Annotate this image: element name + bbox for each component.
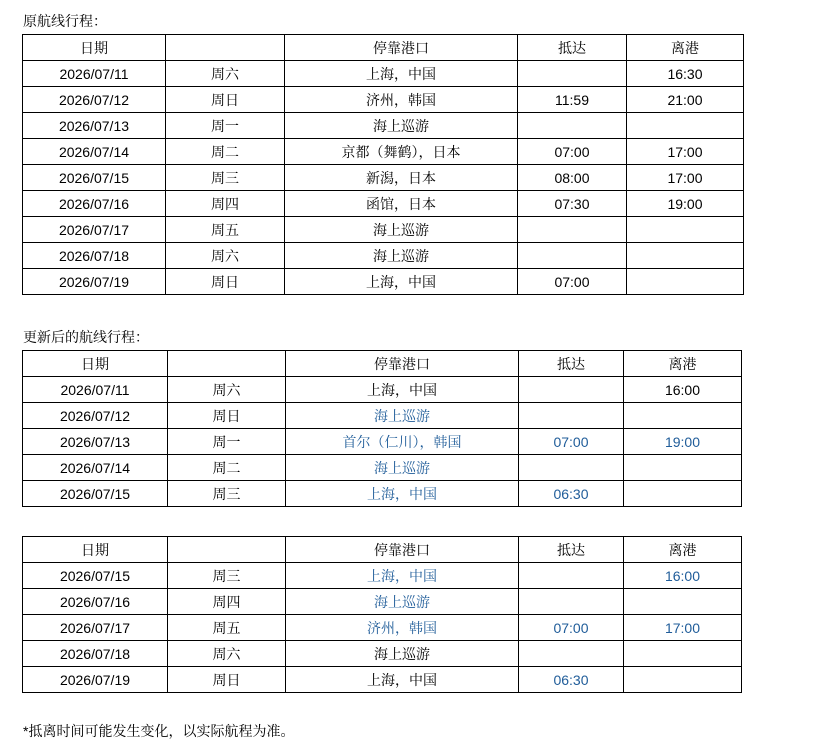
table-row	[23, 481, 742, 507]
table-row	[23, 87, 744, 113]
depart-cell: 16:00	[624, 563, 742, 589]
depart-cell: 17:00	[624, 615, 742, 641]
day-cell: 周六	[168, 377, 286, 403]
date-cell: 2026/07/15	[23, 481, 168, 507]
arrive-cell: 07:00	[518, 139, 627, 165]
date-cell: 2026/07/17	[23, 217, 166, 243]
table-row	[23, 377, 742, 403]
port-cell: 海上巡游	[285, 113, 518, 139]
port-cell: 上海，中国	[286, 667, 519, 693]
day-cell: 周五	[168, 615, 286, 641]
day-cell: 周日	[166, 269, 285, 295]
arrive-cell: 11:59	[518, 87, 627, 113]
day-cell: 周日	[168, 667, 286, 693]
column-header: 停靠港口	[286, 351, 519, 377]
depart-cell	[624, 455, 742, 481]
column-header	[168, 351, 286, 377]
date-cell: 2026/07/16	[23, 589, 168, 615]
depart-cell: 16:30	[627, 61, 744, 87]
column-header: 离港	[624, 537, 742, 563]
depart-cell	[624, 481, 742, 507]
arrive-cell	[519, 377, 624, 403]
arrive-cell	[519, 641, 624, 667]
day-cell: 周一	[168, 429, 286, 455]
table-row	[23, 455, 742, 481]
day-cell: 周六	[166, 243, 285, 269]
date-cell: 2026/07/13	[23, 113, 166, 139]
date-cell: 2026/07/14	[23, 455, 168, 481]
depart-cell: 21:00	[627, 87, 744, 113]
depart-cell: 17:00	[627, 165, 744, 191]
date-cell: 2026/07/19	[23, 269, 166, 295]
date-cell: 2026/07/12	[23, 87, 166, 113]
port-cell: 海上巡游	[286, 455, 519, 481]
column-header: 日期	[23, 35, 166, 61]
column-header: 离港	[624, 351, 742, 377]
table-row	[23, 61, 744, 87]
table-row	[23, 403, 742, 429]
depart-cell	[627, 217, 744, 243]
day-cell: 周二	[168, 455, 286, 481]
depart-cell	[627, 269, 744, 295]
column-header: 抵达	[519, 537, 624, 563]
table-row	[23, 615, 742, 641]
table-row	[23, 589, 742, 615]
date-cell: 2026/07/17	[23, 615, 168, 641]
column-header	[168, 537, 286, 563]
arrive-cell	[518, 217, 627, 243]
port-cell: 上海，中国	[286, 481, 519, 507]
header-row	[23, 35, 744, 61]
table-row	[23, 165, 744, 191]
date-cell: 2026/07/15	[23, 563, 168, 589]
arrive-cell: 07:00	[519, 429, 624, 455]
date-cell: 2026/07/19	[23, 667, 168, 693]
table-row	[23, 139, 744, 165]
port-cell: 函馆，日本	[285, 191, 518, 217]
date-cell: 2026/07/11	[23, 61, 166, 87]
port-cell: 上海，中国	[285, 61, 518, 87]
table-row	[23, 667, 742, 693]
port-cell: 济州，韩国	[285, 87, 518, 113]
port-cell: 新潟，日本	[285, 165, 518, 191]
date-cell: 2026/07/12	[23, 403, 168, 429]
date-cell: 2026/07/18	[23, 641, 168, 667]
depart-cell: 16:00	[624, 377, 742, 403]
day-cell: 周四	[166, 191, 285, 217]
footnote: *抵离时间可能发生变化，以实际航程为准。	[23, 723, 295, 739]
table-row	[23, 243, 744, 269]
day-cell: 周五	[166, 217, 285, 243]
port-cell: 海上巡游	[285, 243, 518, 269]
column-header: 离港	[627, 35, 744, 61]
arrive-cell	[519, 589, 624, 615]
arrive-cell: 07:30	[518, 191, 627, 217]
port-cell: 海上巡游	[285, 217, 518, 243]
day-cell: 周六	[168, 641, 286, 667]
depart-cell	[627, 113, 744, 139]
date-cell: 2026/07/11	[23, 377, 168, 403]
port-cell: 海上巡游	[286, 641, 519, 667]
depart-cell	[624, 667, 742, 693]
table-row	[23, 191, 744, 217]
arrive-cell	[519, 563, 624, 589]
original-itinerary-title: 原航线行程：	[23, 13, 107, 29]
arrive-cell	[519, 403, 624, 429]
day-cell: 周日	[168, 403, 286, 429]
arrive-cell	[518, 243, 627, 269]
day-cell: 周三	[166, 165, 285, 191]
date-cell: 2026/07/15	[23, 165, 166, 191]
port-cell: 上海，中国	[285, 269, 518, 295]
table-row	[23, 269, 744, 295]
day-cell: 周三	[168, 481, 286, 507]
table-row	[23, 217, 744, 243]
depart-cell	[624, 641, 742, 667]
day-cell: 周六	[166, 61, 285, 87]
arrive-cell	[518, 113, 627, 139]
depart-cell: 17:00	[627, 139, 744, 165]
table-row	[23, 641, 742, 667]
column-header: 停靠港口	[286, 537, 519, 563]
port-cell: 首尔（仁川），韩国	[286, 429, 519, 455]
depart-cell	[624, 589, 742, 615]
arrive-cell: 07:00	[518, 269, 627, 295]
table-row	[23, 563, 742, 589]
day-cell: 周三	[168, 563, 286, 589]
port-cell: 济州，韩国	[286, 615, 519, 641]
depart-cell	[627, 243, 744, 269]
day-cell: 周日	[166, 87, 285, 113]
port-cell: 京都（舞鹤），日本	[285, 139, 518, 165]
day-cell: 周一	[166, 113, 285, 139]
day-cell: 周四	[168, 589, 286, 615]
arrive-cell: 06:30	[519, 667, 624, 693]
column-header: 日期	[23, 351, 168, 377]
original-itinerary-table	[22, 34, 744, 295]
arrive-cell: 07:00	[519, 615, 624, 641]
port-cell: 海上巡游	[286, 403, 519, 429]
depart-cell: 19:00	[624, 429, 742, 455]
arrive-cell	[519, 455, 624, 481]
arrive-cell: 08:00	[518, 165, 627, 191]
table-row	[23, 429, 742, 455]
table-row	[23, 113, 744, 139]
port-cell: 上海，中国	[286, 377, 519, 403]
column-header: 抵达	[519, 351, 624, 377]
port-cell: 海上巡游	[286, 589, 519, 615]
date-cell: 2026/07/18	[23, 243, 166, 269]
arrive-cell: 06:30	[519, 481, 624, 507]
arrive-cell	[518, 61, 627, 87]
column-header: 抵达	[518, 35, 627, 61]
header-row	[23, 537, 742, 563]
updated-itinerary-title: 更新后的航线行程：	[23, 329, 149, 345]
port-cell: 上海，中国	[286, 563, 519, 589]
depart-cell: 19:00	[627, 191, 744, 217]
date-cell: 2026/07/14	[23, 139, 166, 165]
depart-cell	[624, 403, 742, 429]
column-header: 日期	[23, 537, 168, 563]
day-cell: 周二	[166, 139, 285, 165]
column-header: 停靠港口	[285, 35, 518, 61]
column-header	[166, 35, 285, 61]
date-cell: 2026/07/13	[23, 429, 168, 455]
header-row	[23, 351, 742, 377]
updated-itinerary-table-1	[22, 350, 742, 507]
updated-itinerary-table-2	[22, 536, 742, 693]
date-cell: 2026/07/16	[23, 191, 166, 217]
